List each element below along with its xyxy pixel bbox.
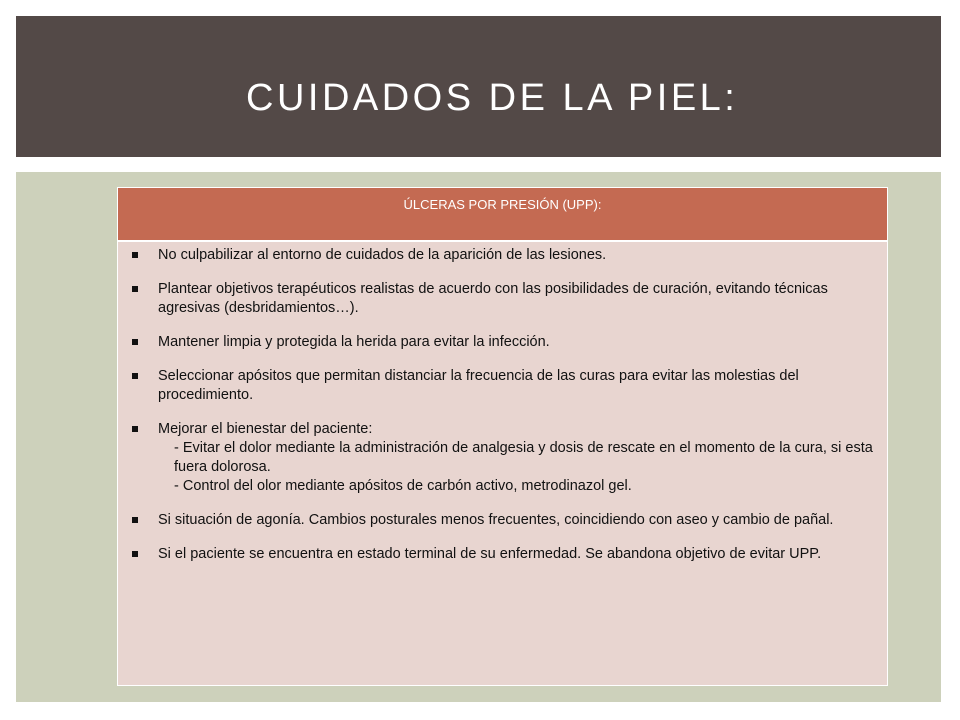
- square-bullet-icon: [132, 517, 138, 523]
- bullet-list: [130, 246, 878, 579]
- list-item: [130, 280, 878, 318]
- list-item: [130, 420, 878, 496]
- square-bullet-icon: [132, 373, 138, 379]
- table-header-text: ÚLCERAS POR PRESIÓN (UPP):: [403, 197, 602, 212]
- slide-title: CUIDADOS DE LA PIEL:: [246, 77, 739, 119]
- square-bullet-icon: [132, 551, 138, 557]
- sub-item: - Evitar el dolor mediante la administración de analgesia y dosis de rescate en el momento de la cura, si esta fuera dolorosa.: [174, 440, 873, 475]
- list-item-text: Mejorar el bienestar del paciente:: [158, 421, 373, 437]
- list-item-text: Seleccionar apósitos que permitan distanciar la frecuencia de las curas para evitar las molestias del procedimiento.: [158, 368, 799, 403]
- square-bullet-icon: [132, 426, 138, 432]
- square-bullet-icon: [132, 286, 138, 292]
- sub-item: - Control del olor mediante apósitos de carbón activo, metrodinazol gel.: [174, 478, 632, 494]
- list-item: [130, 246, 878, 265]
- list-item-text: Si el paciente se encuentra en estado terminal de su enfermedad. Se abandona objetivo de evitar UPP.: [158, 546, 822, 562]
- content-table: [117, 187, 888, 686]
- list-item-text: Si situación de agonía. Cambios posturales menos frecuentes, coincidiendo con aseo y cambio de pañal.: [158, 512, 834, 528]
- table-header: [118, 188, 887, 242]
- list-item-text: Mantener limpia y protegida la herida para evitar la infección.: [158, 334, 550, 350]
- list-item: [130, 333, 878, 352]
- list-item-text: Plantear objetivos terapéuticos realistas de acuerdo con las posibilidades de curación, evitando técnicas agresivas (desbridamientos…).: [158, 281, 828, 316]
- list-item: [130, 545, 878, 564]
- list-item: [130, 511, 878, 530]
- square-bullet-icon: [132, 339, 138, 345]
- list-item: [130, 367, 878, 405]
- square-bullet-icon: [132, 252, 138, 258]
- list-item-text: No culpabilizar al entorno de cuidados de la aparición de las lesiones.: [158, 247, 607, 263]
